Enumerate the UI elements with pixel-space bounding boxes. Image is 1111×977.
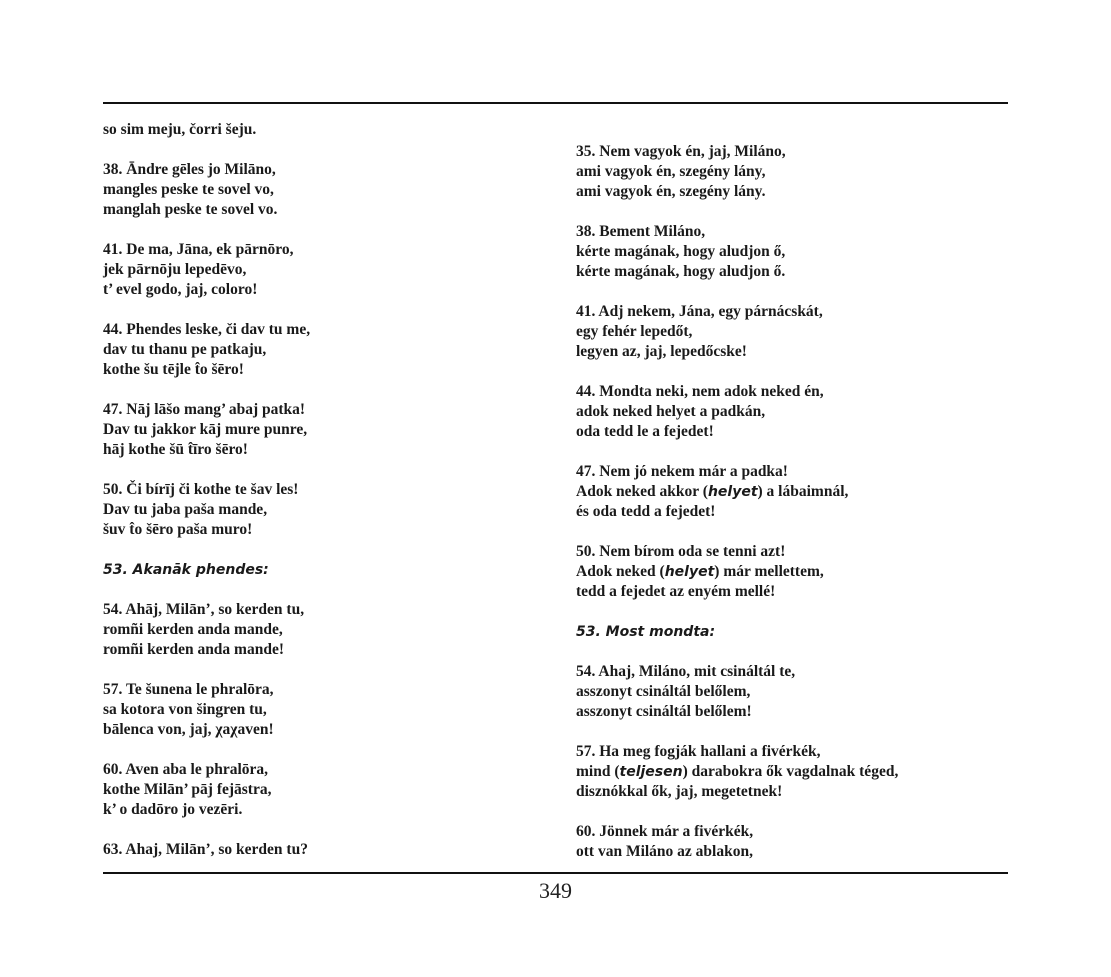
stanza-gap <box>103 580 543 600</box>
verse-line: kérte magának, hogy aludjon ő. <box>576 263 786 280</box>
verse-line: adok neked helyet a padkán, <box>576 403 766 420</box>
section-heading: 53. Akanāk phendes: <box>103 562 269 578</box>
line-fragment: mind ( <box>576 763 620 780</box>
verse-line: disznókkal ők, jaj, megetetnek! <box>576 783 783 800</box>
verse-line: tedd a fejedet az enyém mellé! <box>576 583 776 600</box>
verse-line: dav tu thanu pe patkaju, <box>103 341 267 358</box>
verse-line: asszonyt csináltál belőlem! <box>576 703 752 720</box>
verse-line: 41. De ma, Jāna, ek pārnōro, <box>103 241 294 258</box>
verse-line: 60. Aven aba le phralōra, <box>103 761 269 778</box>
verse-line: sa kotora von šingren tu, <box>103 701 267 718</box>
verse-line: asszonyt csináltál belőlem, <box>576 683 751 700</box>
top-rule <box>103 102 1008 104</box>
verse-line: hāj kothe šū t̂īro šēro! <box>103 441 248 458</box>
emphasis-text: helyet <box>707 484 758 500</box>
romani-text-column <box>103 120 543 860</box>
verse-line: ami vagyok én, szegény lány, <box>576 163 766 180</box>
verse-line: legyen az, jaj, lepedőcske! <box>576 343 747 360</box>
verse-line: t’ evel godo, jaj, coloro! <box>103 281 258 298</box>
verse-line: šuv t̂o šēro paša muro! <box>103 521 253 538</box>
stanza-gap <box>576 802 1006 822</box>
verse-line: ami vagyok én, szegény lány. <box>576 183 766 200</box>
verse-line: ott van Miláno az ablakon, <box>576 843 753 860</box>
verse-line: 38. Āndre gēles jo Milāno, <box>103 161 276 178</box>
emphasis-text: teljesen <box>619 764 683 780</box>
verse-line <box>576 762 1006 782</box>
line-fragment: ) darabokra ők vagdalnak téged, <box>682 763 899 780</box>
verse-line: kothe Milān’ pāj fejāstra, <box>103 781 272 798</box>
stanza-gap <box>103 540 543 560</box>
verse-line: so sim meju, čorri šeju. <box>103 121 257 138</box>
verse-line: manglah peske te sovel vo. <box>103 201 278 218</box>
verse-line: romñi kerden anda mande! <box>103 641 284 658</box>
verse-line: 35. Nem vagyok én, jaj, Miláno, <box>576 143 786 160</box>
line-fragment: Adok neked ( <box>576 563 665 580</box>
verse-line: bālenca von, jaj, χaχaven! <box>103 721 274 738</box>
verse-line: oda tedd le a fejedet! <box>576 423 714 440</box>
bottom-rule <box>103 872 1008 874</box>
verse-line: 47. Nāj lāšo mang’ abaj patka! <box>103 401 306 418</box>
verse-line: mangles peske te sovel vo, <box>103 181 274 198</box>
stanza-gap <box>576 602 1006 622</box>
verse-line <box>576 562 1006 582</box>
verse-line: 41. Adj nekem, Jána, egy párnácskát, <box>576 303 823 320</box>
hungarian-translation-column <box>576 142 1006 862</box>
stanza-gap <box>103 300 543 320</box>
stanza-gap <box>103 140 543 160</box>
verse-line: 57. Ha meg fogják hallani a fivérkék, <box>576 743 821 760</box>
verse-line: és oda tedd a fejedet! <box>576 503 716 520</box>
stanza-gap <box>576 642 1006 662</box>
stanza-gap <box>103 660 543 680</box>
verse-line: Dav tu jaba paša mande, <box>103 501 268 518</box>
stanza-gap <box>576 202 1006 222</box>
verse-line <box>576 482 1006 502</box>
verse-line: 54. Ahāj, Milān’, so kerden tu, <box>103 601 305 618</box>
line-fragment: ) már mellettem, <box>714 563 824 580</box>
line-fragment: ) a lábaimnál, <box>757 483 849 500</box>
emphasis-text: helyet <box>664 564 715 580</box>
stanza-gap <box>103 220 543 240</box>
verse-line: kothe šu tējle t̂o šēro! <box>103 361 244 378</box>
verse-line: 44. Phendes leske, či dav tu me, <box>103 321 311 338</box>
verse-line: 63. Ahaj, Milān’, so kerden tu? <box>103 841 308 858</box>
verse-line: 50. Či bírīj či kothe te šav les! <box>103 481 299 498</box>
stanza-gap <box>576 282 1006 302</box>
verse-line: jek pārnōju lepedēvo, <box>103 261 247 278</box>
verse-line: Dav tu jakkor kāj mure punre, <box>103 421 308 438</box>
verse-line: kérte magának, hogy aludjon ő, <box>576 243 786 260</box>
stanza-gap <box>103 460 543 480</box>
stanza-gap <box>576 362 1006 382</box>
verse-line: 50. Nem bírom oda se tenni azt! <box>576 543 786 560</box>
page-number: 349 <box>539 878 572 903</box>
verse-line: egy fehér lepedőt, <box>576 323 693 340</box>
verse-line: 44. Mondta neki, nem adok neked én, <box>576 383 824 400</box>
section-heading: 53. Most mondta: <box>576 624 716 640</box>
verse-line: 38. Bement Miláno, <box>576 223 706 240</box>
stanza-gap <box>103 740 543 760</box>
verse-line: 47. Nem jó nekem már a padka! <box>576 463 788 480</box>
stanza-gap <box>576 522 1006 542</box>
verse-line: 54. Ahaj, Miláno, mit csináltál te, <box>576 663 796 680</box>
line-fragment: Adok neked akkor ( <box>576 483 708 500</box>
stanza-gap <box>103 820 543 840</box>
verse-line: 60. Jönnek már a fivérkék, <box>576 823 754 840</box>
verse-line: 57. Te šunena le phralōra, <box>103 681 274 698</box>
stanza-gap <box>576 442 1006 462</box>
stanza-gap <box>103 380 543 400</box>
stanza-gap <box>576 722 1006 742</box>
verse-line: k’ o dadōro jo vezēri. <box>103 801 243 818</box>
verse-line: romñi kerden anda mande, <box>103 621 283 638</box>
